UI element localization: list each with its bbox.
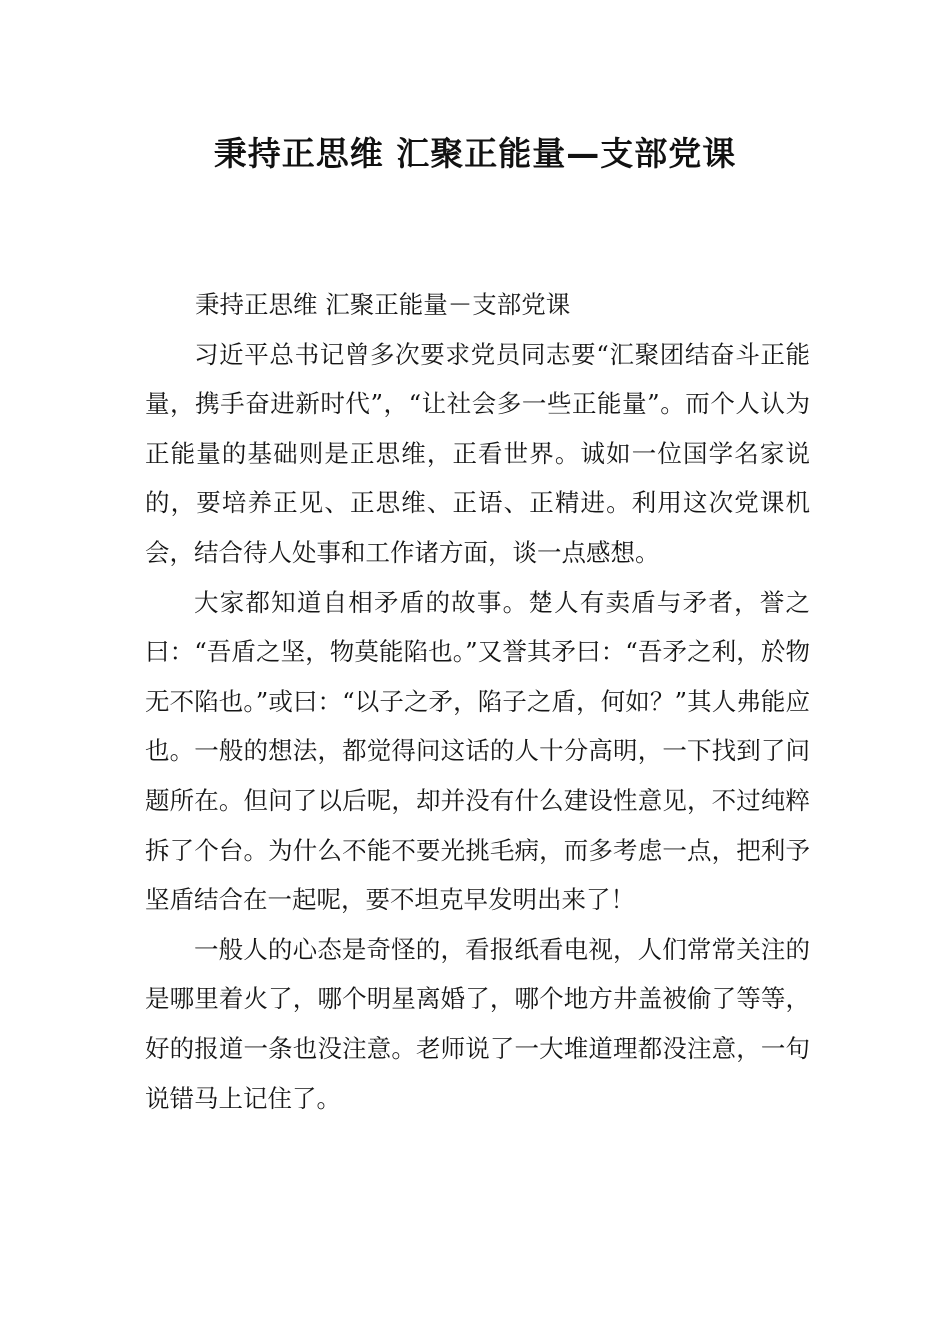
page-title: 秉持正思维 汇聚正能量—支部党课 [213,134,737,173]
body-paragraph: 大家都知道自相矛盾的故事。楚人有卖盾与矛者，誉之曰：“吾盾之坚，物莫能陷也。”又誉其矛曰：“吾矛之利，於物无不陷也。”或曰：“以子之矛，陷子之盾，何如？”其人弗能应也。一般的想法，都觉得问这话的人十分高明，一下找到了问题所在。但问了以后呢，却并没有什么建设性意见，不过纯粹拆了个台。为什么不能不要光挑毛病，而多考虑一点，把利予坚盾结合在一起呢，要不坦克早发明出来了！ [145,587,810,915]
body-paragraph: 习近平总书记曾多次要求党员同志要“汇聚团结奋斗正能量，携手奋进新时代”，“让社会多一些正能量”。而个人认为正能量的基础则是正思维，正看世界。诚如一位国学名家说的，要培养正见、正思维、正语、正精进。利用这次党课机会，结合待人处事和工作诸方面，谈一点感想。 [145,339,810,567]
document-subtitle: 秉持正思维 汇聚正能量－支部党课 [195,290,571,319]
document-body [145,280,810,1123]
body-paragraph: 一般人的心态是奇怪的，看报纸看电视，人们常常关注的是哪里着火了，哪个明星离婚了，哪个地方井盖被偷了等等，好的报道一条也没注意。老师说了一大堆道理都没注意，一句说错马上记住了。 [145,934,810,1113]
